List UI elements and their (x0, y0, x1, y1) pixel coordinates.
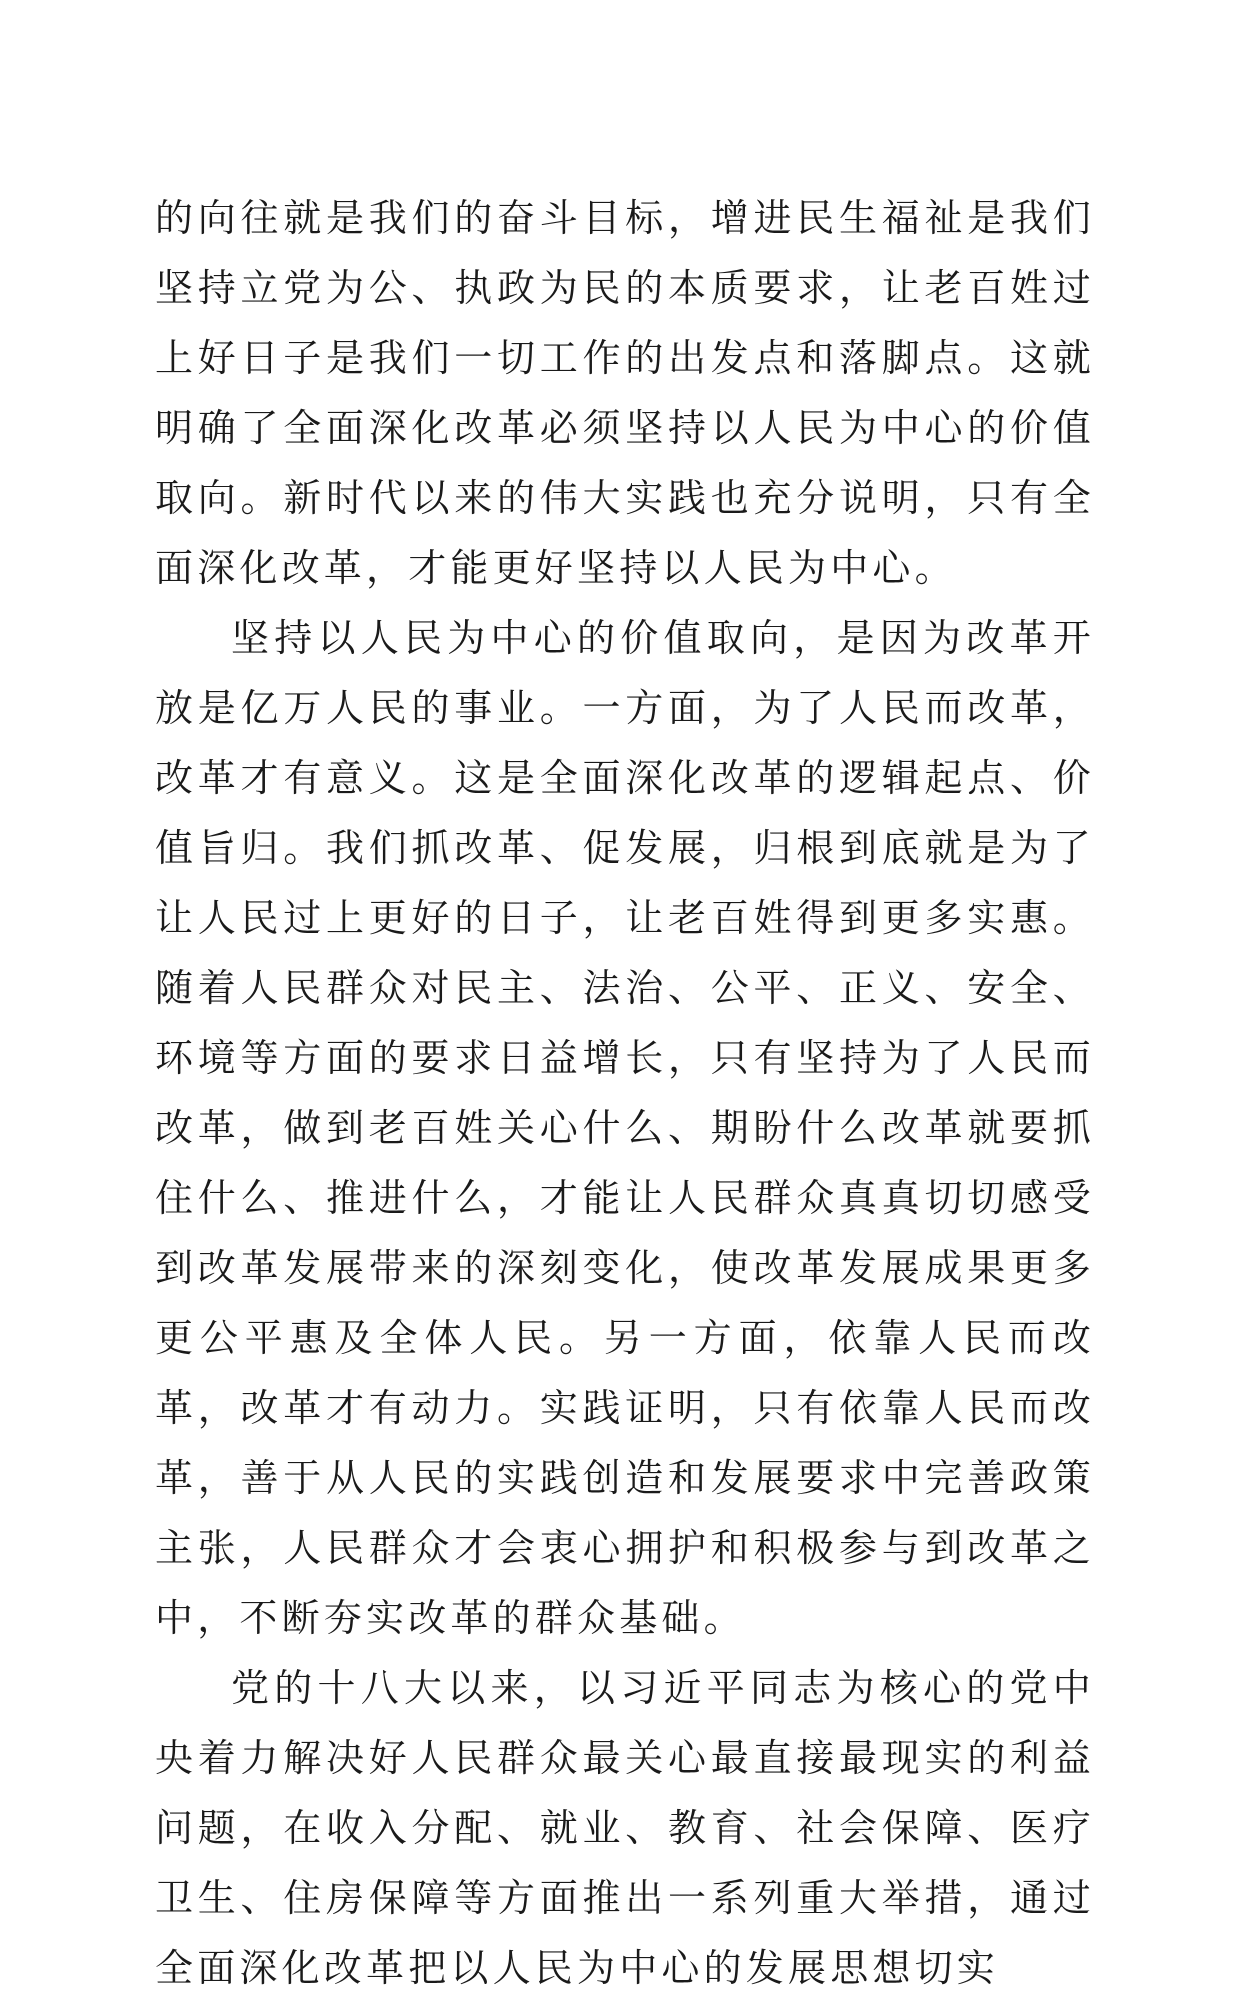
document-body (155, 183, 1095, 2003)
paragraph-since-18th-congress: 党的十八大以来，以习近平同志为核心的党中央着力解决好人民群众最关心最直接最现实的利益问题，在收入分配、就业、教育、社会保障、医疗卫生、住房保障等方面推出一系列重大举措，通过全面深化改革把以人民为中心的发展思想切实 (155, 1666, 1095, 1990)
paragraph-continuation: 的向往就是我们的奋斗目标，增进民生福祉是我们坚持立党为公、执政为民的本质要求，让老百姓过上好日子是我们一切工作的出发点和落脚点。这就明确了全面深化改革必须坚持以人民为中心的价值取向。新时代以来的伟大实践也充分说明，只有全面深化改革，才能更好坚持以人民为中心。 (155, 196, 1095, 590)
paragraph-value-orientation: 坚持以人民为中心的价值取向，是因为改革开放是亿万人民的事业。一方面，为了人民而改革，改革才有意义。这是全面深化改革的逻辑起点、价值旨归。我们抓改革、促发展，归根到底就是为了让人民过上更好的日子，让老百姓得到更多实惠。随着人民群众对民主、法治、公平、正义、安全、环境等方面的要求日益增长，只有坚持为了人民而改革，做到老百姓关心什么、期盼什么改革就要抓住什么、推进什么，才能让人民群众真真切切感受到改革发展带来的深刻变化，使改革发展成果更多更公平惠及全体人民。另一方面，依靠人民而改革，改革才有动力。实践证明，只有依靠人民而改革，善于从人民的实践创造和发展要求中完善政策主张，人民群众才会衷心拥护和积极参与到改革之中，不断夯实改革的群众基础。 (155, 616, 1095, 1640)
